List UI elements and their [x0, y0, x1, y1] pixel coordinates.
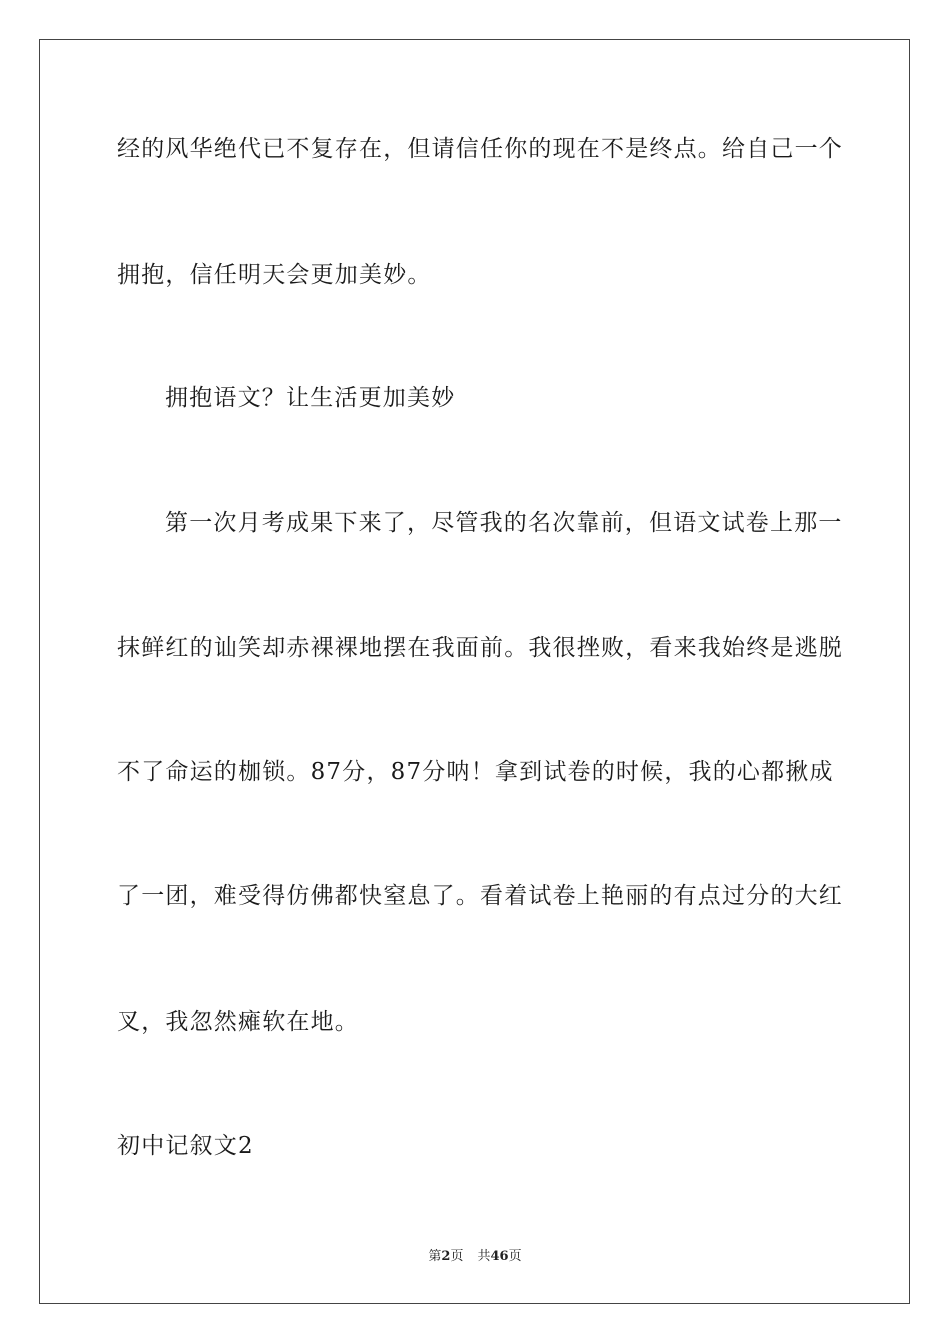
body-text-line-3: 第一次月考成果下来了，尽管我的名次靠前，但语文试卷上那一 — [165, 510, 843, 536]
body-text-line-4: 抹鲜红的讪笑却赤裸裸地摆在我面前。我很挫败，看来我始终是逃脱 — [117, 635, 843, 661]
footer-total-pages: 46 — [490, 1249, 509, 1264]
footer-total-suffix: 页 — [508, 1249, 522, 1264]
footer-page-number: 2 — [441, 1249, 451, 1264]
footer-total-prefix: 共 — [477, 1249, 491, 1264]
body-text-line-5: 不了命运的枷锁。87分，87分呐！拿到试卷的时候，我的心都揪成 — [117, 759, 834, 785]
body-text-line-2: 拥抱，信任明天会更加美妙。 — [117, 262, 432, 288]
page-border — [39, 39, 910, 1304]
body-text-line-6: 了一团，难受得仿佛都快窒息了。看着试卷上艳丽的有点过分的大红 — [117, 883, 843, 909]
section-heading: 拥抱语文？让生活更加美妙 — [165, 385, 456, 411]
page-footer — [0, 1248, 950, 1266]
body-text-line-1: 经的风华绝代已不复存在，但请信任你的现在不是终点。给自己一个 — [117, 136, 843, 162]
footer-page-suffix: 页 — [450, 1249, 464, 1264]
footer-page-prefix: 第 — [428, 1249, 442, 1264]
body-text-line-7: 叉，我忽然瘫软在地。 — [117, 1009, 359, 1035]
article-title: 初中记叙文2 — [117, 1133, 254, 1159]
